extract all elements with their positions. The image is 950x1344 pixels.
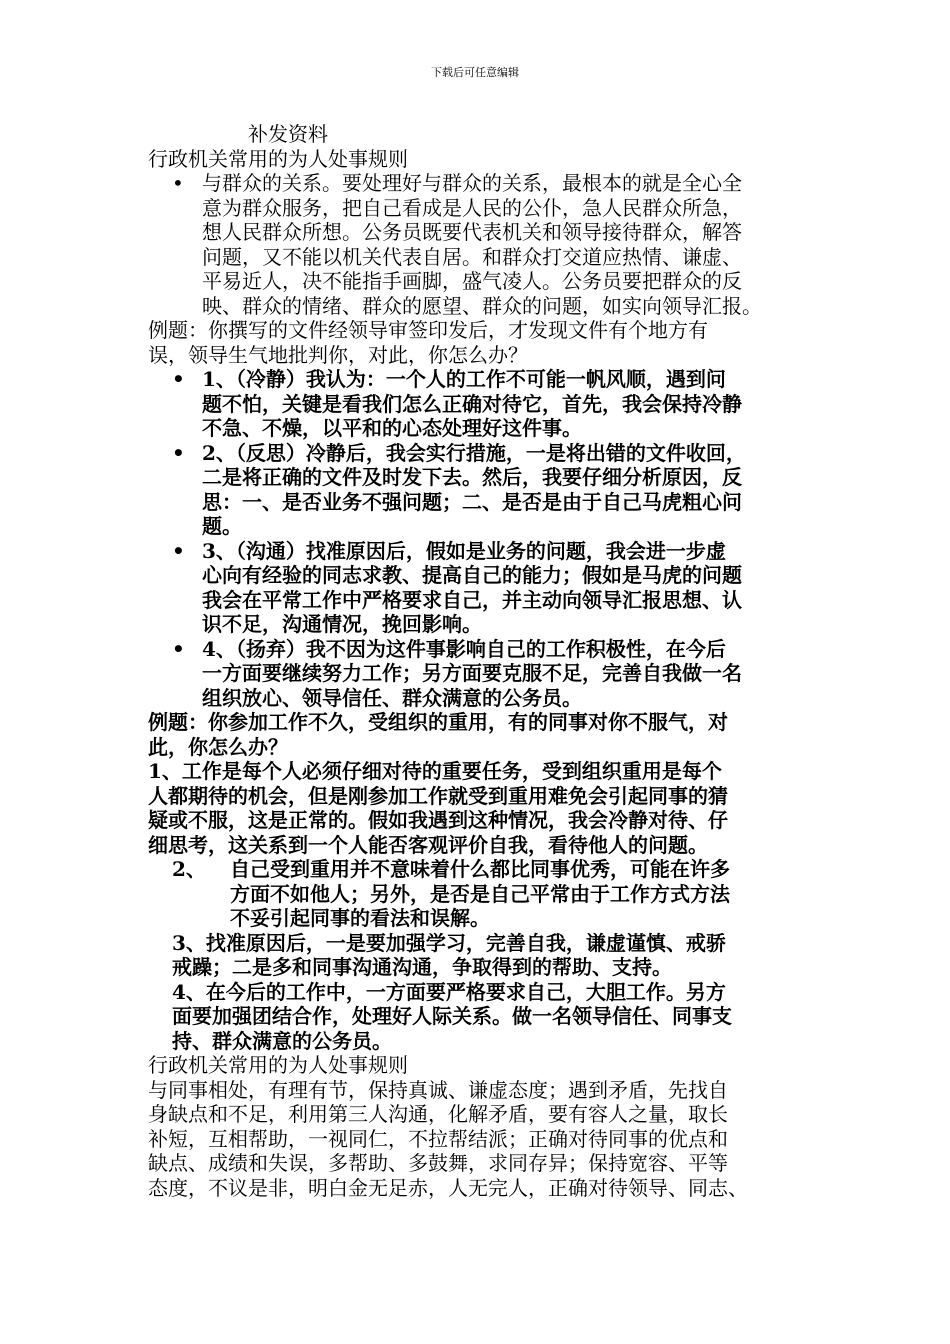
example-question-2: 例题：你参加工作不久，受组织的重用，有的同事对你不服气，对 此，你怎么办？ bbox=[148, 710, 728, 759]
answer-paragraph: 2、 自己受到重用并不意味着什么都比同事优秀，可能在许多 方面不如他人；另外，是否是自己平常由于工作方式方法 不妥引起同事的看法和误解。 bbox=[172, 857, 730, 930]
answer-item: • 4、（扬弃）我不因为这件事影响自己的工作积极性，在今后 一方面要继续努力工作；另方面要克服不足，完善自我做一名 组织放心、领导信任、群众满意的公务员。 bbox=[172, 636, 742, 710]
item-number: 2、 bbox=[172, 857, 206, 881]
body-paragraph: 与同事相处，有理有节，保持真诚、谦虚态度；遇到矛盾，先找自 身缺点和不足，利用第三人沟通，化解矛盾，要有容人之量，取长 补短，互相帮助，一视同仁，不拉帮结派；正确对待同事的优点和 缺点、成绩和失误，多帮助、多鼓舞，求同存异；保持宽容、平等 态度，不议是非，明白金无足赤，人无完人，正确对待领导、同志、 bbox=[148, 1077, 748, 1200]
bullet-icon: • bbox=[172, 367, 185, 391]
answer-item: • 2、（反思）冷静后，我会实行措施，一是将出错的文件收回， 二是将正确的文件及时发下去。然后，我要仔细分析原因，反 思：一、是否业务不强问题；二、是否是由于自己马虎粗心问 题。 bbox=[172, 440, 746, 538]
section-title: 行政机关常用的为人处事规则 bbox=[148, 1053, 408, 1077]
answer-paragraph: 1、工作是每个人必须仔细对待的重要任务，受到组织重用是每个 人都期待的机会，但是刚参加工作就受到重用难免会引起同事的猜 疑或不服，这是正常的。假如我遇到这种情况，我会冷静对待、仔 细思考，这关系到一个人能否客观评价自我，看待他人的问题。 bbox=[148, 759, 728, 857]
section-title: 行政机关常用的为人处事规则 bbox=[148, 146, 408, 171]
document-body bbox=[148, 122, 848, 1200]
answer-paragraph: 3、找准原因后，一是要加强学习，完善自我，谦虚谨慎、戒骄 戒躁；二是多和同事沟通沟通，争取得到的帮助、支持。 bbox=[172, 930, 726, 979]
bullet-icon: • bbox=[172, 440, 185, 465]
bullet-icon: • bbox=[172, 171, 184, 195]
answer-paragraph: 4、在今后的工作中，一方面要严格要求自己，大胆工作。另方 面要加强团结合作，处理好人际关系。做一名领导信任、同事支 持、群众满意的公务员。 bbox=[172, 979, 732, 1053]
bullet-icon: • bbox=[172, 636, 185, 661]
bullet-item: • 与群众的关系。要处理好与群众的关系，最根本的就是全心全 意为群众服务，把自己看成是人民的公仆，急人民群众所急， 想人民群众所想。公务员既要代表机关和领导接待群众，解答 问题，又不能以机关代表自居。和群众打交道应热情、谦虚、 平易近人，决不能指手画脚，盛气凌人。公务员要把群众的反 映、群众的情绪、群众的愿望、群众的问题，如实向领导汇报。 bbox=[172, 171, 762, 318]
bullet-icon: • bbox=[172, 538, 185, 563]
example-question: 例题：你撰写的文件经领导审签印发后，才发现文件有个地方有 bbox=[148, 318, 708, 342]
answer-item: • 1、（冷静）我认为：一个人的工作不可能一帆风顺，遇到问 题不怕，关键是看我们怎么正确对待它，首先，我会保持冷静 不急、不燥，以平和的心态处理好这件事。 bbox=[172, 367, 742, 440]
page-header: 下载后可任意编辑 bbox=[431, 66, 519, 79]
example-question: 误，领导生气地批判你，对此，你怎么办？ bbox=[148, 342, 528, 367]
answer-item: • 3、（沟通）找准原因后，假如是业务的问题，我会进一步虚 心向有经验的同志求教、提高自己的能力；假如是马虎的问题 我会在平常工作中严格要求自己，并主动向领导汇报思想、认 识不足，沟通情况，挽回影响。 bbox=[172, 538, 742, 636]
subtitle: 补发资料 bbox=[248, 122, 328, 146]
